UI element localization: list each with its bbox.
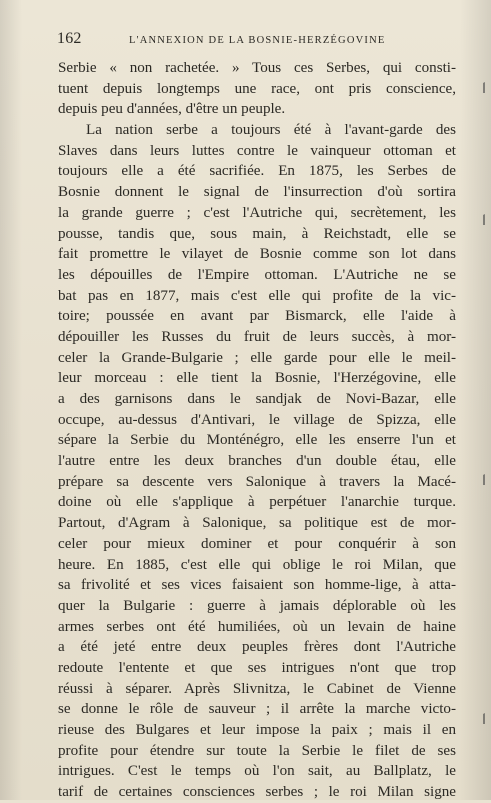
text-line: toujours elle a été sacrifiée. En 1875, les Serbes de [58,163,456,180]
running-header [57,30,457,54]
text-line: Slaves dans leurs luttes contre le vainqueur ottoman et [58,142,456,159]
text-line: rieuse des Bulgares et leur impose la paix ; mais il en [58,722,456,738]
text-line: pousse, tandis que, sous main, à Reichstadt, elle se [58,225,456,242]
text-line: la grande guerre ; c'est l'Autriche qui, secrètement, les [58,204,456,221]
text-line: doine où elle s'applique à perpétuer l'anarchie turque. [58,494,456,511]
text-line: armes serbes ont été humiliées, où un levain de haine [58,618,456,635]
text-line: Bosnie donnent le signal de l'insurrection d'où sortira [58,184,456,201]
text-line: tarif de certaines consciences serbes ; le roi Milan signe [58,784,456,801]
body-text [58,58,456,803]
text-line: se donne le rôle de sauveur ; il arrête la marche victo- [58,701,456,718]
text-line: leur morceau : elle tient la Bosnie, l'Herzégovine, elle [58,370,456,387]
text-line: depuis peu d'années, d'être un peuple. [58,101,286,118]
text-line: prépare sa descente vers Salonique à travers la Macé- [58,473,456,490]
text-line: sa frivolité et ses vices faisaient son homme-lige, à atta- [58,577,456,594]
text-line: réussi à séparer. Après Slivnitza, le Cabinet de Vienne [58,680,456,697]
text-line: toire; poussée en avant par Bismarck, elle l'aide à [58,308,456,325]
text-line: celer pour mieux dominer et pour conquérir à son [58,535,456,552]
edge-mark [478,214,485,225]
text-line: Serbie « non rachetée. » Tous ces Serbes, qui consti- [58,60,456,76]
text-line: fait promettre le vilayet de Bosnie comme son lot dans [58,246,456,263]
text-line: a été jeté entre deux peuples frères dont l'Autriche [58,639,456,656]
running-title: L'ANNEXION DE LA BOSNIE-HERZÉGOVINE [129,35,386,46]
text-line: redoute l'entente et que ses intrigues n'ont que trop [58,659,456,676]
text-line: les dépouilles de l'Empire ottoman. L'Autriche ne se [58,266,456,283]
text-line: La nation serbe a toujours été à l'avant-garde des [86,122,456,139]
text-line: tuent depuis longtemps une race, ont pris conscience, [58,80,456,97]
text-line: l'autre entre les deux branches d'un double étau, elle [58,453,456,470]
text-line: celer la Grande-Bulgarie ; elle garde pour elle le meil- [58,349,456,366]
text-line: occupe, au-dessus d'Antivari, le village de Spizza, elle [58,411,456,428]
page-number: 162 [57,30,82,47]
text-line: a des garnisons dans le sandjak de Novi-Bazar, elle [58,391,456,407]
text-line: heure. En 1885, c'est elle qui oblige le roi Milan, que [58,556,456,573]
text-line: quer la Bulgarie : guerre à jamais déplorable où les [58,597,456,614]
text-line: profite pour étendre sur toute la Serbie le filet de ses [58,742,456,759]
edge-mark [478,82,485,93]
text-line: bat pas en 1877, mais c'est elle qui profite de la vic- [58,287,456,304]
edge-mark [478,713,485,724]
text-line: dépouiller les Russes du fruit de leurs succès, à mor- [58,328,456,345]
text-line: Partout, d'Agram à Salonique, sa politique est de mor- [58,515,456,532]
edge-mark [478,474,485,485]
text-line: intrigues. C'est le temps où l'on sait, au Ballplatz, le [58,763,456,780]
text-line: sépare la Serbie du Monténégro, elle les enserre l'un et [58,432,456,449]
